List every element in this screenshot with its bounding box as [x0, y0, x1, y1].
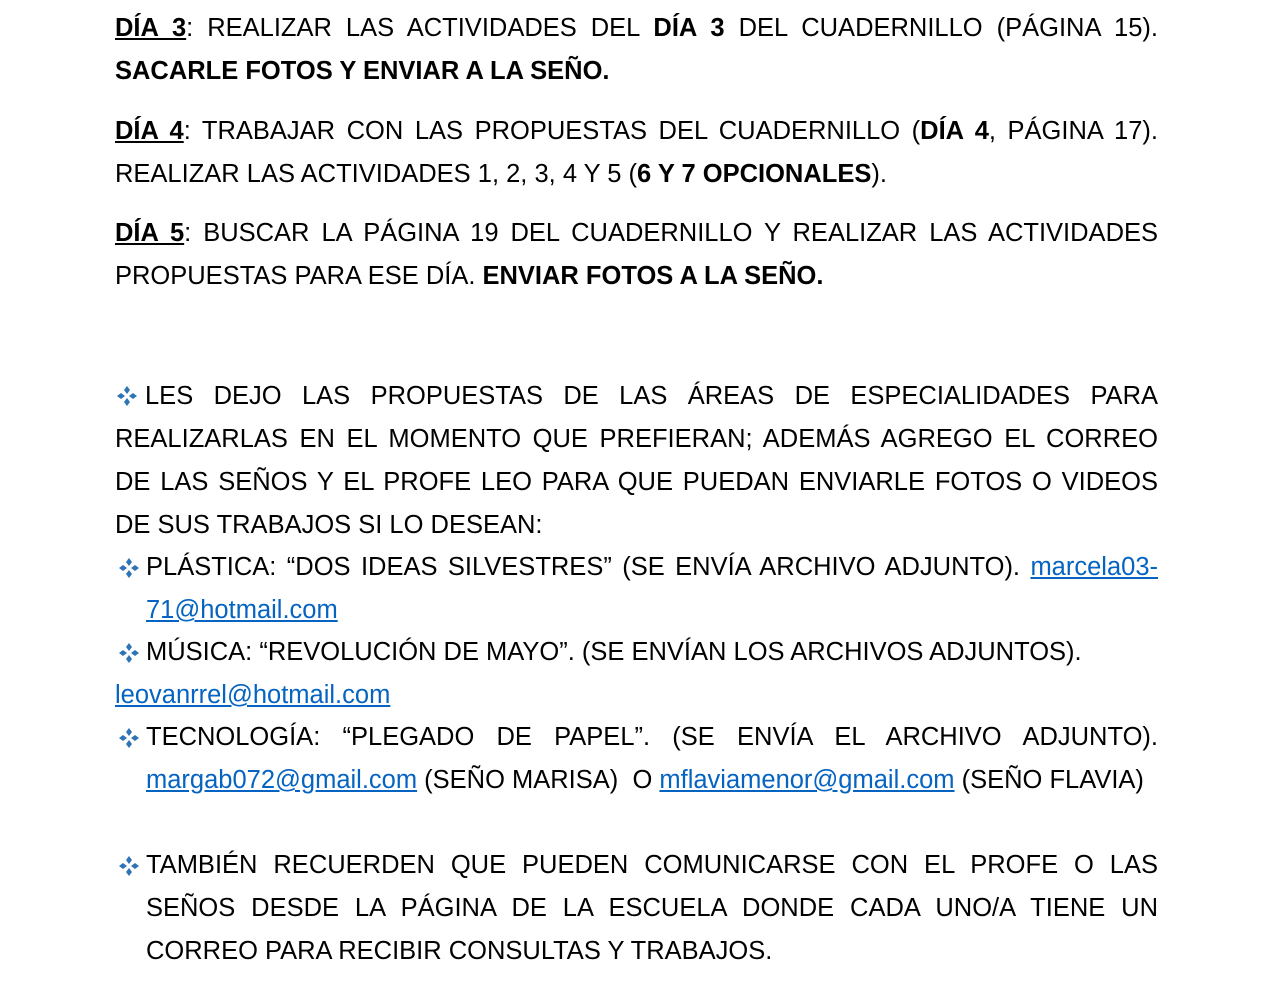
area-tecnologia-text: TECNOLOGÍA: “PLEGADO DE PAPEL”. (SE ENVÍA EL ARCHIVO ADJUNTO).: [146, 723, 1158, 751]
day-4-bold-b: 6 Y 7 OPCIONALES: [637, 160, 872, 188]
day-3-paragraph: [115, 7, 1158, 93]
closing-note: [115, 844, 1158, 973]
diamond-bullet-icon: [115, 386, 139, 406]
day-5-label: DÍA 5: [115, 219, 185, 247]
area-plastica-text: PLÁSTICA: “DOS IDEAS SILVESTRES” (SE ENVÍA ARCHIVO ADJUNTO).: [146, 553, 1031, 581]
diamond-bullet-icon: [117, 856, 141, 876]
day-3-bold-b: SACARLE FOTOS Y ENVIAR A LA SEÑO.: [115, 57, 610, 85]
day-4-paragraph: [115, 110, 1158, 196]
diamond-bullet-icon: [117, 558, 141, 578]
closing-text: TAMBIÉN RECUERDEN QUE PUEDEN COMUNICARSE CON EL PROFE O LAS SEÑOS DESDE LA PÁGINA DE LA ESCUELA DONDE CADA UNO/A TIENE UN CORREO PARA RECIBIR CONSULTAS Y TRABAJOS.: [146, 851, 1158, 965]
day-4-text-c: ).: [871, 160, 887, 188]
area-musica: [115, 631, 1158, 717]
diamond-bullet-icon: [117, 728, 141, 748]
area-tecnologia: [115, 716, 1158, 802]
day-4-text-b: , PÁGINA 17). REALIZAR LAS ACTIVIDADES 1, 2, 3, 4 Y 5 (: [115, 117, 1158, 188]
tecnologia-email-link-marisa[interactable]: margab072@gmail.com: [146, 766, 418, 794]
tecnologia-email-link-flavia[interactable]: mflaviamenor@gmail.com: [659, 766, 955, 794]
day-5-text-a: : BUSCAR LA PÁGINA 19 DEL CUADERNILLO Y REALIZAR LAS ACTIVIDADES PROPUESTAS PARA ESE DÍA.: [115, 219, 1158, 290]
area-plastica: [115, 546, 1158, 632]
day-4-label: DÍA 4: [115, 117, 184, 145]
day-3-text-a: : REALIZAR LAS ACTIVIDADES DEL: [186, 14, 654, 42]
day-3-text-b: DEL CUADERNILLO (PÁGINA 15).: [724, 14, 1158, 42]
day-4-bold-a: DÍA 4: [920, 117, 989, 145]
plastica-email-link[interactable]: marcela03-71@hotmail.com: [146, 553, 1158, 624]
day-5-paragraph: [115, 212, 1158, 298]
diamond-bullet-icon: [117, 643, 141, 663]
area-musica-text: MÚSICA: “REVOLUCIÓN DE MAYO”. (SE ENVÍAN LOS ARCHIVOS ADJUNTOS).: [146, 638, 1082, 666]
day-4-text-a: : TRABAJAR CON LAS PROPUESTAS DEL CUADERNILLO (: [183, 117, 921, 145]
email-owner-marisa: (SEÑO MARISA) O: [417, 766, 660, 794]
email-owner-flavia: (SEÑO FLAVIA): [954, 766, 1144, 794]
intro-text: LES DEJO LAS PROPUESTAS DE LAS ÁREAS DE ESPECIALIDADES PARA REALIZARLAS EN EL MOMENTO QUE PREFIERAN; ADEMÁS AGREGO EL CORREO DE LAS SEÑOS Y EL PROFE LEO PARA QUE PUEDAN ENVIARLE FOTOS O VIDEOS DE SUS TRABAJOS SI LO DESEAN:: [115, 382, 1158, 539]
day-3-label: DÍA 3: [115, 14, 187, 42]
musica-email-link[interactable]: leovanrrel@hotmail.com: [115, 681, 391, 709]
day-5-bold-a: ENVIAR FOTOS A LA SEÑO.: [482, 262, 824, 290]
day-3-bold-a: DÍA 3: [653, 14, 725, 42]
intro-paragraph: [115, 375, 1158, 547]
